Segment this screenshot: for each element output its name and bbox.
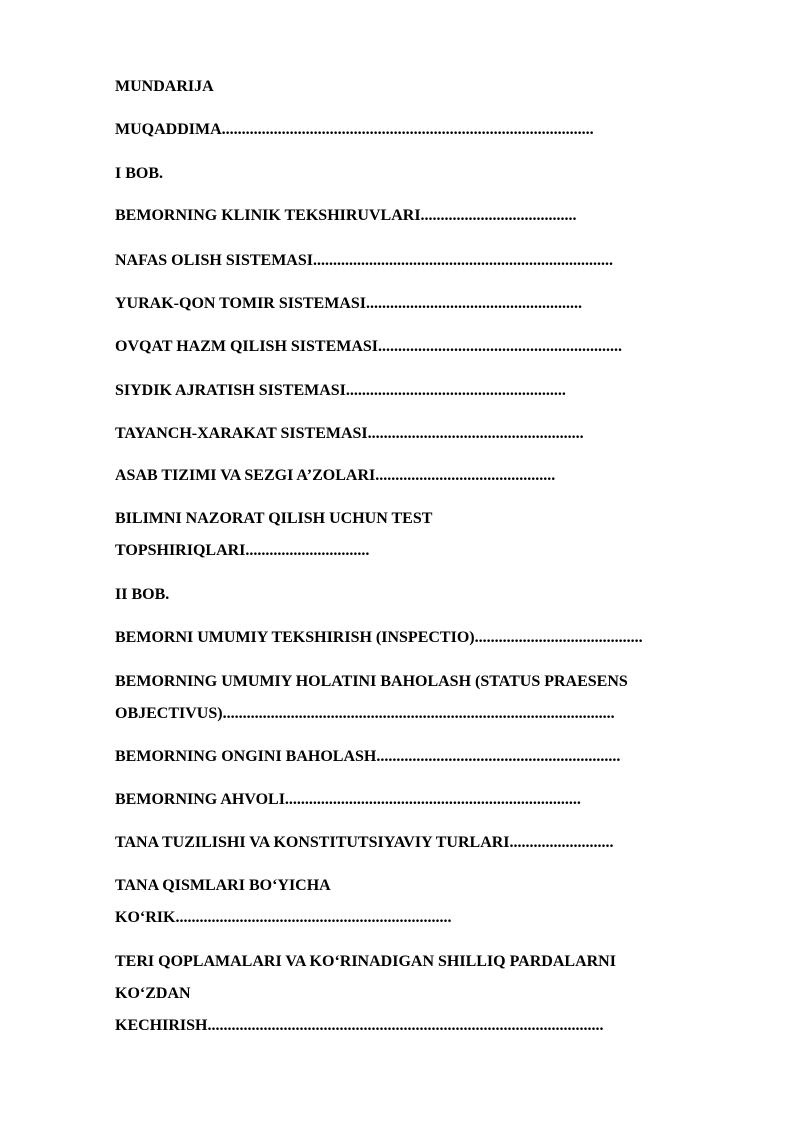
- toc-entry-test-line-1: BILIMNI NAZORAT QILISH UCHUN TEST: [115, 510, 433, 527]
- toc-entry-status-line-2: OBJECTIVUS)..................................................................................................: [115, 705, 615, 722]
- toc-entry-siydik-ajratish: SIYDIK AJRATISH SISTEMASI.......................................................: [115, 382, 566, 399]
- toc-heading: MUNDARIJA: [115, 78, 214, 95]
- toc-entry-muqaddima: MUQADDIMA.............................................................................................: [115, 121, 594, 138]
- toc-entry-teri-line-1: TERI QOPLAMALARI VA KO‘RINADIGAN SHILLIQ PARDALARNI: [115, 953, 616, 970]
- toc-entry-nafas-olish: NAFAS OLISH SISTEMASI...........................................................................: [115, 252, 613, 269]
- toc-entry-teri-line-2: KO‘ZDAN: [115, 985, 191, 1002]
- toc-entry-korik-line-2: KO‘RIK.....................................................................: [115, 909, 452, 926]
- toc-entry-ongini-baholash: BEMORNING ONGINI BAHOLASH.............................................................: [115, 748, 621, 765]
- toc-entry-tana-tuzilishi: TANA TUZILISHI VA KONSTITUTSIYAVIY TURLARI..........................: [115, 834, 614, 851]
- toc-entry-inspectio: BEMORNI UMUMIY TEKSHIRISH (INSPECTIO)..........................................: [115, 629, 643, 646]
- toc-entry-status-line-1: BEMORNING UMUMIY HOLATINI BAHOLASH (STATUS PRAESENS: [115, 673, 628, 690]
- toc-chapter-2: II BOB.: [115, 586, 170, 603]
- toc-entry-asab-tizimi: ASAB TIZIMI VA SEZGI A’ZOLARI.............................................: [115, 467, 556, 484]
- toc-entry-klinik-tekshiruvlari: BEMORNING KLINIK TEKSHIRUVLARI.......................................: [115, 207, 577, 224]
- toc-chapter-1: I BOB.: [115, 165, 164, 182]
- toc-entry-teri-line-3: KECHIRISH...................................................................................................: [115, 1017, 604, 1034]
- toc-entry-ovqat-hazm: OVQAT HAZM QILISH SISTEMASI.............................................................: [115, 338, 623, 355]
- toc-entry-test-line-2: TOPSHIRIQLARI...............................: [115, 542, 370, 559]
- toc-entry-yurak-qon-tomir: YURAK-QON TOMIR SISTEMASI......................................................: [115, 295, 583, 312]
- toc-entry-korik-line-1: TANA QISMLARI BO‘YICHA: [115, 877, 331, 894]
- toc-entry-tayanch-xarakat: TAYANCH-XARAKAT SISTEMASI......................................................: [115, 425, 584, 442]
- toc-entry-ahvoli: BEMORNING AHVOLI..........................................................................: [115, 791, 581, 808]
